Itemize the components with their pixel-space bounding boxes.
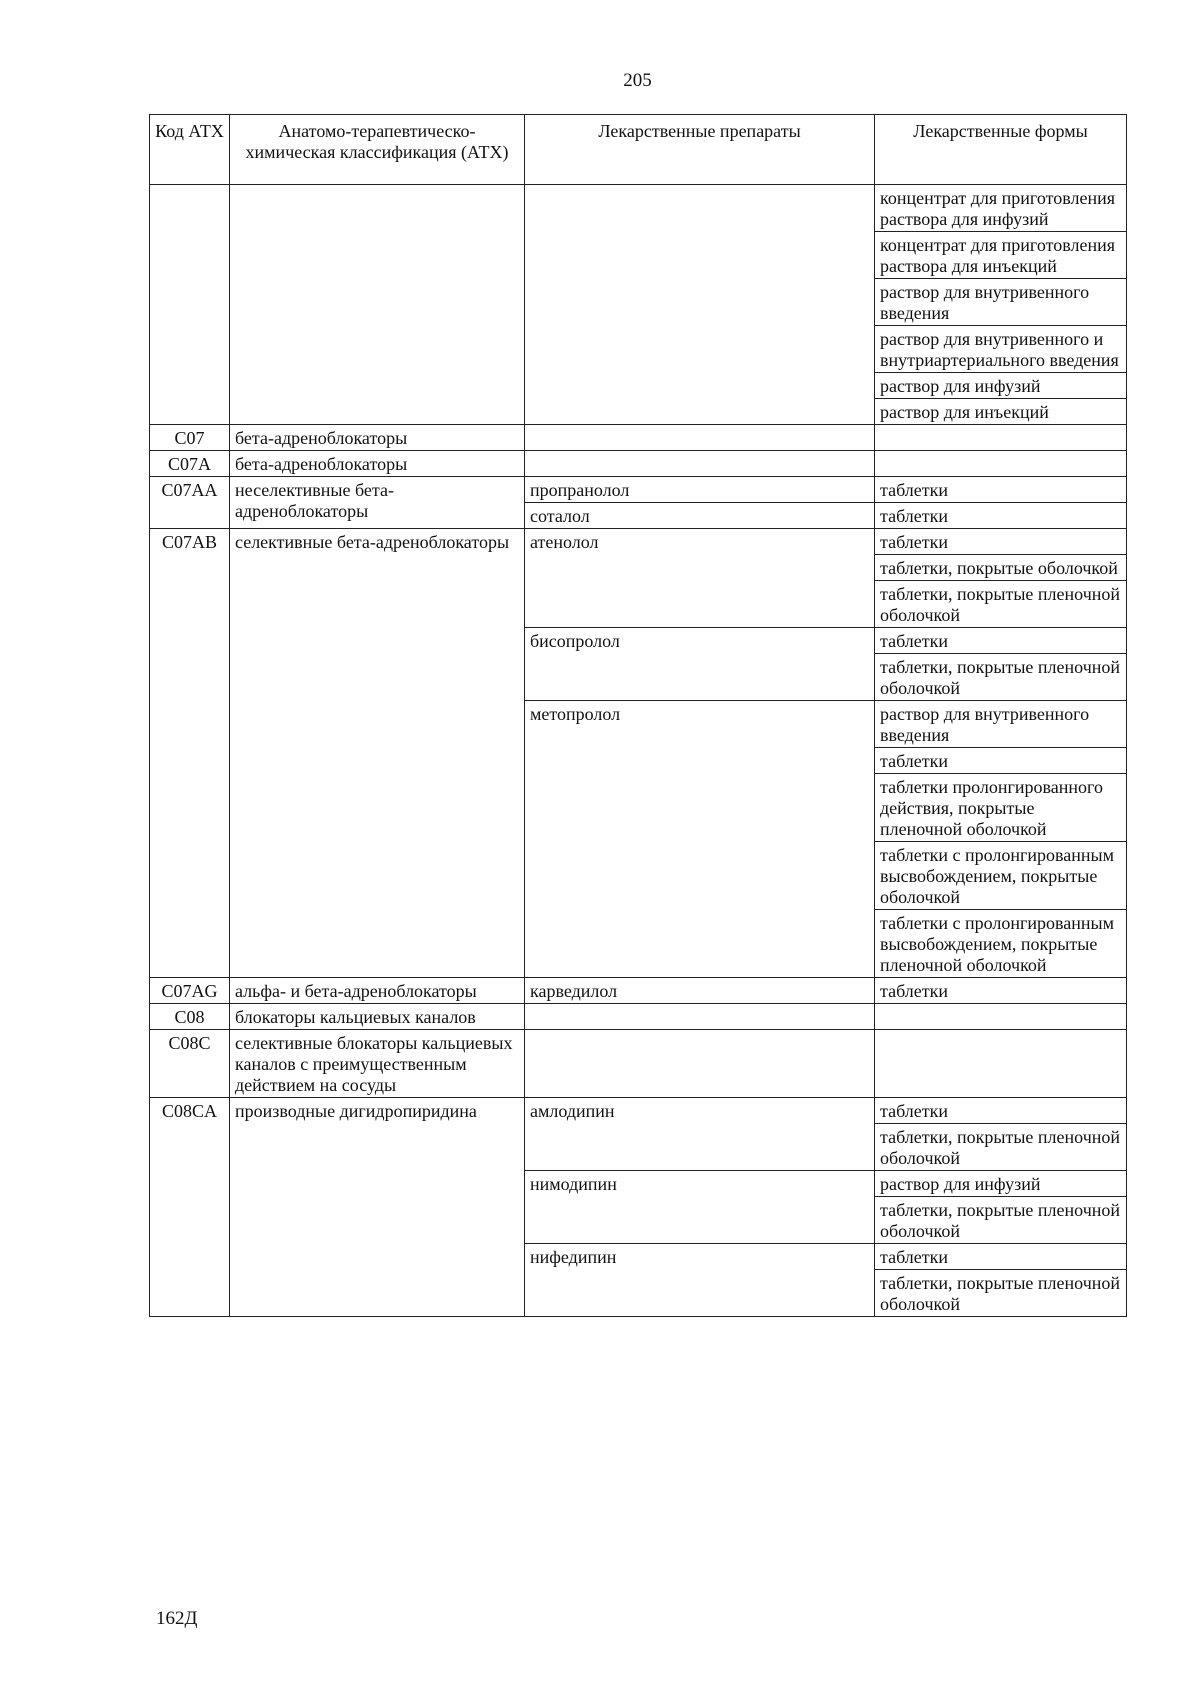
classification-cell: блокаторы кальциевых каналов	[230, 1004, 525, 1030]
code-cell: C07AG	[150, 978, 230, 1004]
form-cell: раствор для инъекций	[875, 399, 1127, 425]
form-cell: таблетки	[875, 529, 1127, 555]
drug-cell	[525, 425, 875, 451]
classification-cell: альфа- и бета-адреноблокаторы	[230, 978, 525, 1004]
table-row	[150, 185, 1127, 232]
form-cell: таблетки, покрытые пленочной оболочкой	[875, 654, 1127, 701]
table-row	[150, 1098, 1127, 1124]
header-drugs: Лекарственные препараты	[525, 115, 875, 185]
drug-cell	[525, 185, 875, 425]
form-cell: таблетки	[875, 477, 1127, 503]
drug-cell: амлодипин	[525, 1098, 875, 1171]
form-cell	[875, 1004, 1127, 1030]
code-cell: C08CA	[150, 1098, 230, 1317]
table-row	[150, 477, 1127, 503]
form-cell: таблетки, покрытые оболочкой	[875, 555, 1127, 581]
table-row	[150, 425, 1127, 451]
table-row	[150, 978, 1127, 1004]
drug-cell: метопролол	[525, 701, 875, 978]
table-row	[150, 1030, 1127, 1098]
form-cell: таблетки	[875, 1098, 1127, 1124]
drug-cell: атенолол	[525, 529, 875, 628]
classification-cell: бета-адреноблокаторы	[230, 451, 525, 477]
drug-cell: карведилол	[525, 978, 875, 1004]
form-cell: таблетки, покрытые пленочной оболочкой	[875, 581, 1127, 628]
form-cell: концентрат для приготовления раствора для инъекций	[875, 232, 1127, 279]
classification-cell: производные дигидропиридина	[230, 1098, 525, 1317]
drug-cell: нифедипин	[525, 1244, 875, 1317]
form-cell: таблетки с пролонгированным высвобождением, покрытые оболочкой	[875, 842, 1127, 910]
form-cell: таблетки	[875, 1244, 1127, 1270]
code-cell: C07	[150, 425, 230, 451]
drug-cell	[525, 451, 875, 477]
classification-cell: бета-адреноблокаторы	[230, 425, 525, 451]
table-row	[150, 529, 1127, 555]
form-cell	[875, 451, 1127, 477]
page-number: 205	[623, 70, 652, 91]
form-cell: раствор для инфузий	[875, 373, 1127, 399]
form-cell	[875, 425, 1127, 451]
header-forms: Лекарственные формы	[875, 115, 1127, 185]
classification-cell: селективные блокаторы кальциевых каналов с преимущественным действием на сосуды	[230, 1030, 525, 1098]
form-cell: таблетки	[875, 503, 1127, 529]
classification-cell	[230, 185, 525, 425]
footer-code: 162Д	[156, 1608, 198, 1629]
classification-cell: селективные бета-адреноблокаторы	[230, 529, 525, 978]
form-cell: таблетки пролонгированного действия, покрытые пленочной оболочкой	[875, 774, 1127, 842]
code-cell: C07AA	[150, 477, 230, 529]
table-row	[150, 1004, 1127, 1030]
form-cell: раствор для внутривенного введения	[875, 279, 1127, 326]
form-cell: раствор для внутривенного введения	[875, 701, 1127, 748]
code-cell	[150, 185, 230, 425]
code-cell: C07A	[150, 451, 230, 477]
header-code: Код АТХ	[150, 115, 230, 185]
form-cell: раствор для внутривенного и внутриартериального введения	[875, 326, 1127, 373]
classification-cell: неселективные бета-адреноблокаторы	[230, 477, 525, 529]
code-cell: C08	[150, 1004, 230, 1030]
code-cell: C08C	[150, 1030, 230, 1098]
drug-cell: пропранолол	[525, 477, 875, 503]
code-cell: C07AB	[150, 529, 230, 978]
drug-cell: бисопролол	[525, 628, 875, 701]
form-cell: таблетки	[875, 628, 1127, 654]
table-row	[150, 451, 1127, 477]
drug-cell	[525, 1004, 875, 1030]
drug-cell: соталол	[525, 503, 875, 529]
form-cell: таблетки, покрытые пленочной оболочкой	[875, 1270, 1127, 1317]
form-cell: таблетки	[875, 978, 1127, 1004]
form-cell	[875, 1030, 1127, 1098]
drug-cell: нимодипин	[525, 1171, 875, 1244]
form-cell: таблетки, покрытые пленочной оболочкой	[875, 1197, 1127, 1244]
form-cell: раствор для инфузий	[875, 1171, 1127, 1197]
form-cell: концентрат для приготовления раствора для инфузий	[875, 185, 1127, 232]
drug-cell	[525, 1030, 875, 1098]
header-classification: Анатомо-терапевтическо-химическая классификация (АТХ)	[230, 115, 525, 185]
form-cell: таблетки	[875, 748, 1127, 774]
table-header-row	[150, 115, 1127, 185]
form-cell: таблетки, покрытые пленочной оболочкой	[875, 1124, 1127, 1171]
form-cell: таблетки с пролонгированным высвобождением, покрытые пленочной оболочкой	[875, 910, 1127, 978]
atx-drug-table	[149, 114, 1127, 1317]
